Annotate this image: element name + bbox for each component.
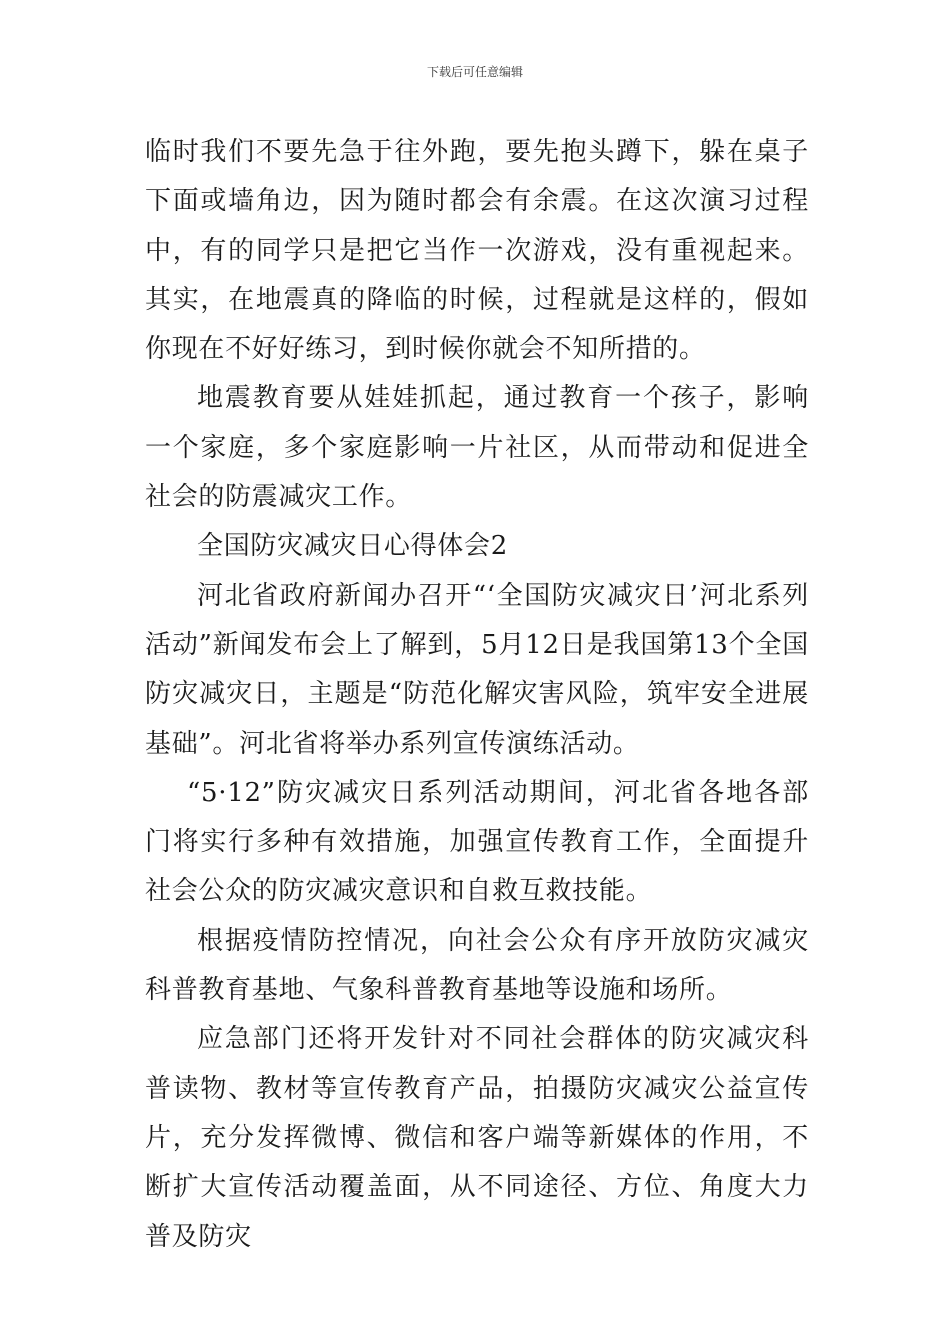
paragraph-press-conference: 河北省政府新闻办召开“‘全国防灾减灾日’河北系列活动”新闻发布会上了解到，5月12日是我国第13个全国防灾减灾日，主题是“防范化解灾害风险，筑牢安全进展基础”。河北省将举办系列宣传演练活动。 (145, 580, 809, 759)
document-body (145, 128, 809, 1262)
page-header: 下载后可任意编辑 (426, 65, 523, 79)
paragraph-earthquake-drill: 临时我们不要先急于往外跑，要先抱头蹲下，躲在桌子下面或墙角边，因为随时都会有余震。在这次演习过程中，有的同学只是把它当作一次游戏，没有重视起来。其实，在地震真的降临的时候，过程就是这样的，假如你现在不好好练习，到时候你就会不知所措的。 (145, 137, 809, 365)
paragraph-activity-period: “5·12”防灾减灾日系列活动期间，河北省各地各部门将实行多种有效措施，加强宣传教育工作，全面提升社会公众的防灾减灾意识和自救互救技能。 (145, 777, 809, 907)
paragraph-earthquake-education: 地震教育要从娃娃抓起，通过教育一个孩子，影响一个家庭，多个家庭影响一片社区，从而带动和促进全社会的防震减灾工作。 (145, 383, 809, 513)
paragraph-media-outreach: 应急部门还将开发针对不同社会群体的防灾减灾科普读物、教材等宣传教育产品，拍摄防灾减灾公益宣传片，充分发挥微博、微信和客户端等新媒体的作用，不断扩大宣传活动覆盖面，从不同途径、方位、角度大力普及防灾 (145, 1024, 809, 1252)
paragraph-education-bases: 根据疫情防控情况，向社会公众有序开放防灾减灾科普教育基地、气象科普教育基地等设施和场所。 (145, 925, 809, 1006)
section-heading: 全国防灾减灾日心得体会2 (197, 531, 508, 562)
